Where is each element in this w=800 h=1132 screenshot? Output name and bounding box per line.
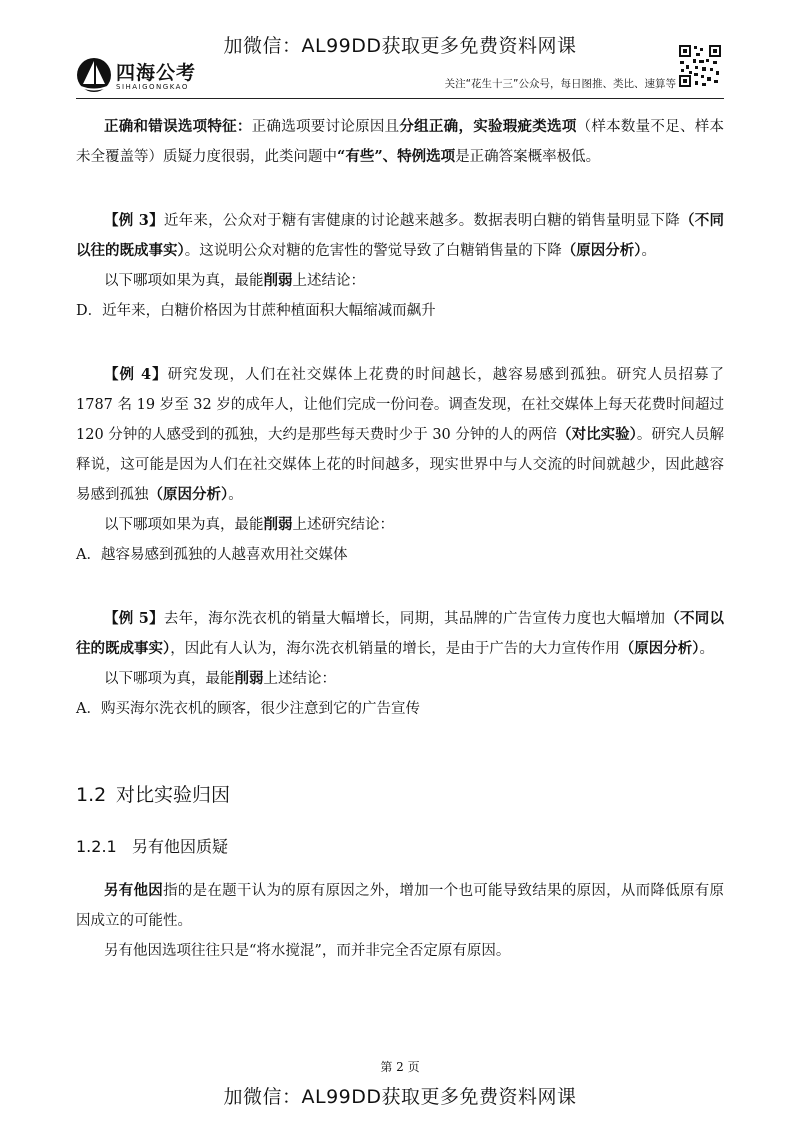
header-divider	[76, 98, 724, 99]
page-number: 第 2 页	[380, 1060, 420, 1074]
section-number: 1.2	[76, 784, 107, 806]
example-5-question	[76, 664, 724, 694]
example-4-bold-1: （对比实验）	[557, 426, 637, 443]
example-5-text-2: ，因此有人认为，海尔洗衣机销量的增长，是由于广告的大力宣传作用	[170, 641, 620, 657]
qr-code-icon	[678, 44, 722, 88]
example-3-text-1: 近年来，公众对于糖有害健康的讨论越来越多。数据表明白糖的销售量明显下降	[163, 213, 681, 229]
intro-lead: 正确和错误选项特征：	[104, 118, 252, 135]
example-4-text-3: 。	[228, 487, 243, 503]
example-3-question	[76, 266, 724, 296]
subsection-number: 1.2.1	[76, 837, 117, 856]
watermark-top: 加微信：AL99DD获取更多免费资料网课	[223, 35, 577, 57]
question-keyword: 削弱	[263, 516, 293, 533]
intro-bold-2: “有些”、特例选项	[337, 148, 456, 165]
definition-note: 另有他因选项往往只是“将水搅混”，而并非完全否定原有原因。	[104, 943, 511, 959]
intro-text-1: 正确选项要讨论原因且	[251, 119, 400, 135]
example-4-text-2: 。研究人员解释说，这可能是因为人们在社交媒体上花的时间越多，现实世界中与人交流的时间就越少，因此越容易感到孤独	[76, 427, 725, 503]
definition-text: 指的是在题干认为的原有原因之外，增加一个也可能导致结果的原因，从而降低原有原因成立的可能性。	[76, 883, 725, 929]
question-suffix: 上述结论：	[292, 273, 365, 289]
question-suffix: 上述结论：	[263, 671, 336, 687]
logo-subtext: SIHAIGONGKAO	[116, 83, 189, 91]
example-5-option: A．购买海尔洗衣机的顾客，很少注意到它的广告宣传	[76, 701, 420, 717]
question-prefix: 以下哪项为真，最能	[104, 671, 235, 687]
question-prefix: 以下哪项如果为真，最能	[104, 273, 264, 289]
question-keyword: 削弱	[234, 670, 264, 687]
example-5-bold-2: （原因分析）	[619, 640, 700, 657]
example-3-bold-1: （不同以往的既成事实）	[76, 212, 725, 259]
example-4-stem	[76, 360, 724, 510]
example-4-option: A．越容易感到孤独的人越喜欢用社交媒体	[76, 547, 348, 563]
example-5-text-1: 去年，海尔洗衣机的销量大幅增长，同期，其品牌的广告宣传力度也大幅增加	[163, 611, 666, 627]
example-3-option: D．近年来，白糖价格因为甘蔗种植面积大幅缩减而飙升	[76, 303, 436, 319]
subsection-title: 另有他因质疑	[132, 837, 229, 856]
example-4-question	[76, 510, 724, 540]
example-5-text-3: 。	[699, 641, 714, 657]
section-1-2-1-heading	[76, 832, 724, 862]
section-1-2-heading	[76, 780, 724, 810]
intro-text-3: 是正确答案概率极低。	[455, 149, 601, 165]
example-5-stem	[76, 604, 724, 664]
brand-logo	[76, 56, 206, 96]
example-3-bold-2: （原因分析）	[561, 242, 642, 259]
intro-bold-1: 分组正确，实验瑕疵类选项	[399, 118, 577, 135]
watermark-bottom: 加微信：AL99DD获取更多免费资料网课	[223, 1086, 577, 1108]
section-title: 对比实验归因	[116, 784, 231, 806]
question-keyword: 削弱	[263, 272, 293, 289]
intro-paragraph	[76, 112, 724, 172]
logo-text: 四海公考	[116, 62, 197, 84]
page-content	[76, 112, 724, 966]
example-3-text-3: 。	[641, 243, 656, 259]
example-3-label: 【例 3】	[104, 212, 164, 229]
example-4-bold-2: （原因分析）	[148, 486, 229, 503]
header-note: 关注“花生十三”公众号，每日图推、类比、速算等	[444, 78, 676, 90]
definition-paragraph	[76, 876, 724, 936]
question-prefix: 以下哪项如果为真，最能	[104, 517, 264, 533]
sail-logo-icon	[76, 56, 112, 94]
example-5-bold-1: （不同以往的既成事实）	[76, 610, 725, 657]
example-3-text-2: 。这说明公众对糖的危害性的警觉导致了白糖销售量的下降	[184, 243, 562, 259]
example-4-text-1: 研究发现，人们在社交媒体上花费的时间越长，越容易感到孤独。研究人员招募了 1787 名 19 岁至 32 岁的成年人，让他们完成一份问卷。调查发现，在社交媒体上每天花费时间超过 120 分钟的人感受到的孤独，大约是那些每天费时少于 30 分钟的人的两倍	[76, 367, 724, 443]
question-suffix: 上述研究结论：	[292, 517, 394, 533]
example-3-stem	[76, 206, 724, 266]
example-4-label: 【例 4】	[104, 366, 168, 383]
example-5-label: 【例 5】	[104, 610, 164, 627]
intro-text-2: （样本数量不足、样本未全覆盖等）质疑力度很弱，此类问题中	[76, 119, 725, 165]
definition-term: 另有他因	[104, 882, 164, 899]
